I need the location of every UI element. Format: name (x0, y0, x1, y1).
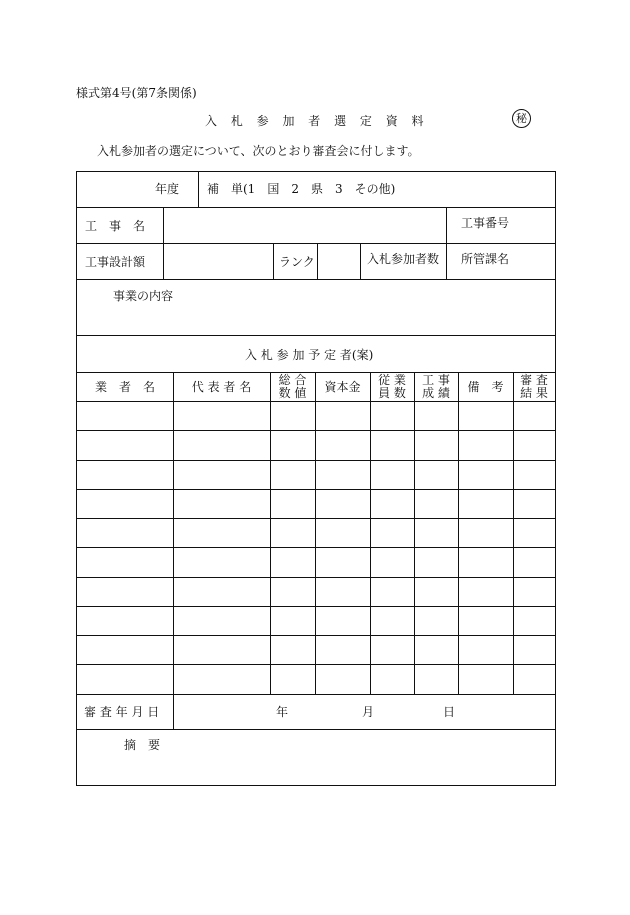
column-header-total-score: 総 合 数 値 (278, 373, 307, 400)
row-divider (77, 729, 555, 730)
row-divider (77, 207, 555, 208)
fiscal-year-label: 年度 (155, 182, 180, 196)
summary-label: 摘 要 (124, 738, 161, 752)
column-divider (370, 372, 371, 694)
column-divider (458, 372, 459, 694)
column-header-capital: 資本金 (324, 380, 361, 394)
column-header-remarks: 備 考 (467, 380, 504, 394)
row-divider (77, 279, 555, 280)
row-divider (77, 606, 555, 607)
review-month-unit: 月 (362, 705, 375, 719)
row-divider (77, 372, 555, 373)
row-divider (77, 694, 555, 695)
review-year-unit: 年 (276, 705, 289, 719)
bidders-section-title: 入 札 参 加 予 定 者(案) (245, 348, 374, 362)
column-header-employees: 従 業 員 数 (378, 373, 406, 400)
column-divider (270, 372, 271, 694)
row-divider (77, 401, 555, 402)
column-divider (273, 243, 274, 279)
column-divider (315, 372, 316, 694)
bidder-count-label: 入札参加者数 (367, 252, 440, 266)
form-number: 様式第4号(第7条関係) (76, 86, 197, 100)
project-name-label: 工 事 名 (85, 219, 146, 233)
rank-label: ランク (279, 255, 315, 269)
row-divider (77, 547, 555, 548)
row-divider (77, 243, 555, 244)
row-divider (77, 577, 555, 578)
selection-form (76, 171, 556, 786)
column-header-representative: 代 表 者 名 (191, 380, 252, 394)
row-divider (77, 635, 555, 636)
column-header-review-result: 審 査 結 果 (520, 373, 548, 400)
row-divider (77, 430, 555, 431)
row-divider (77, 664, 555, 665)
confidential-mark: 秘 (512, 109, 531, 128)
intro-text: 入札参加者の選定について、次のとおり審査会に付します。 (97, 144, 420, 158)
column-divider (446, 207, 447, 279)
row-divider (77, 489, 555, 490)
column-header-company: 業 者 名 (94, 380, 155, 394)
project-number-label: 工事番号 (461, 216, 510, 230)
column-divider (198, 172, 199, 207)
design-amount-label: 工事設計額 (85, 255, 146, 269)
column-divider (163, 207, 164, 279)
column-divider (360, 243, 361, 279)
column-divider (414, 372, 415, 694)
row-divider (77, 335, 555, 336)
column-divider (317, 243, 318, 279)
document-title: 入 札 参 加 者 選 定 資 料 (205, 114, 427, 128)
column-header-work-record: 工 事 成 績 (422, 373, 450, 400)
project-content-label: 事業の内容 (113, 289, 174, 303)
row-divider (77, 518, 555, 519)
subsidy-type-options: 補 単(1 国 2 県 3 その他) (207, 182, 396, 196)
department-label: 所管課名 (461, 252, 510, 266)
column-divider (173, 372, 174, 729)
review-date-label: 審 査 年 月 日 (84, 705, 160, 719)
column-divider (513, 372, 514, 694)
row-divider (77, 460, 555, 461)
review-day-unit: 日 (443, 705, 456, 719)
